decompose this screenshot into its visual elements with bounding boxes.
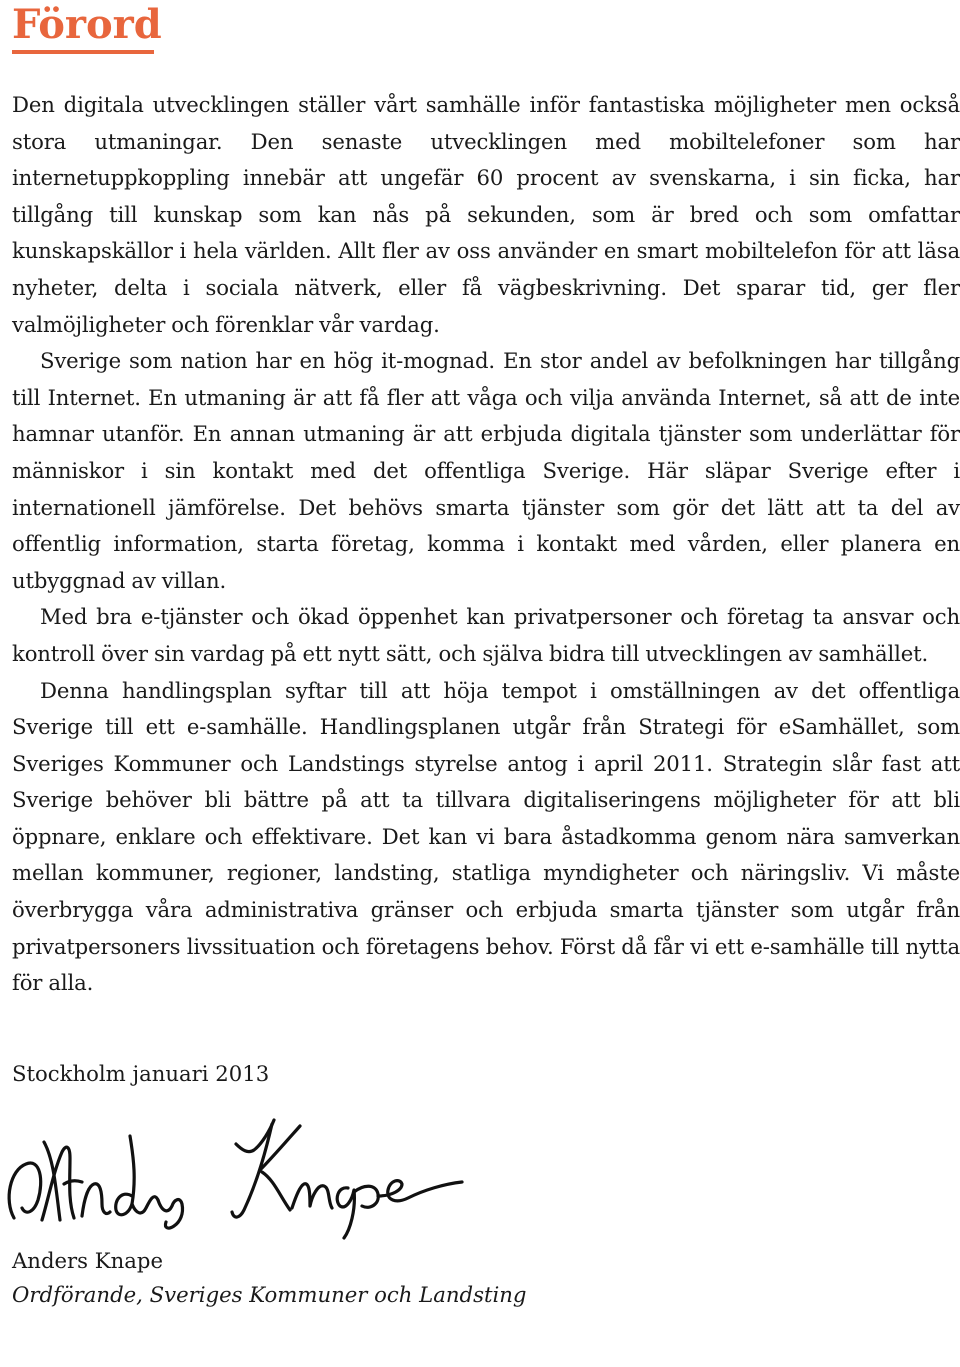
body-text	[12, 87, 960, 1002]
place-date: Stockholm januari 2013	[12, 1060, 270, 1086]
signer-role: Ordförande, Sveriges Kommuner och Landsting	[12, 1281, 527, 1307]
paragraph-3: Med bra e-tjänster och ökad öppenhet kan privatpersoner och företag ta ansvar och kontroll över sin vardag på ett nytt sätt, och själva bidra till utvecklingen av samhället.	[12, 604, 960, 666]
page-title: Förord	[12, 1, 162, 48]
title-underline	[12, 50, 154, 54]
document-page	[12, 0, 960, 1312]
paragraph-1: Den digitala utvecklingen ställer vårt samhälle inför fantastiska möjligheter men också stora utmaningar. Den senaste utvecklingen med mobiltelefoner som har internetuppkoppling innebär att ungefär 60 procent av svenskarna, i sin ficka, har tillgång till kunskap som kan nås på sekunden, som är bred och som omfattar kunskapskällor i hela världen. Allt fler av oss använder en smart mobiltelefon för att läsa nyheter, delta i sociala nätverk, eller få vägbeskrivning. Det sparar tid, ger fler valmöjligheter och förenklar vår vardag.	[12, 92, 960, 337]
signer-name: Anders Knape	[12, 1247, 163, 1273]
paragraph-4: Denna handlingsplan syftar till att höja tempot i omställningen av det offentliga Sverige till ett e-samhälle. Handlingsplanen utgår från Strategi för eSamhället, som Sveriges Kommuner och Landstings styrelse antog i april 2011. Strategin slår fast att Sverige behöver bli bättre på att ta tillvara digitaliseringens möjligheter för att bli öppnare, enklare och effektivare. Det kan vi bara åstadkomma genom nära samverkan mellan kommuner, regioner, landsting, statliga myndigheter och näringsliv. Vi måste överbrygga våra administrativa gränser och erbjuda smarta tjänster som utgår från privatpersoners livssituation och företagens behov. Först då får vi ett e-samhälle till nytta för alla.	[12, 677, 960, 996]
paragraph-2: Sverige som nation har en hög it-mognad. En stor andel av befolkningen har tillgång till Internet. En utmaning är att få fler att våga och vilja använda Internet, så att de inte hamnar utanför. En annan utmaning är att erbjuda digitala tjänster som underlättar för människor i sin kontakt med det offentliga Sverige. Här släpar Sverige efter i internationell jämförelse. Det behövs smarta tjänster som gör det lätt att ta del av offentlig information, starta företag, komma i kontakt med vården, eller planera en utbyggnad av villan.	[12, 348, 960, 593]
signature-image	[4, 1100, 474, 1240]
